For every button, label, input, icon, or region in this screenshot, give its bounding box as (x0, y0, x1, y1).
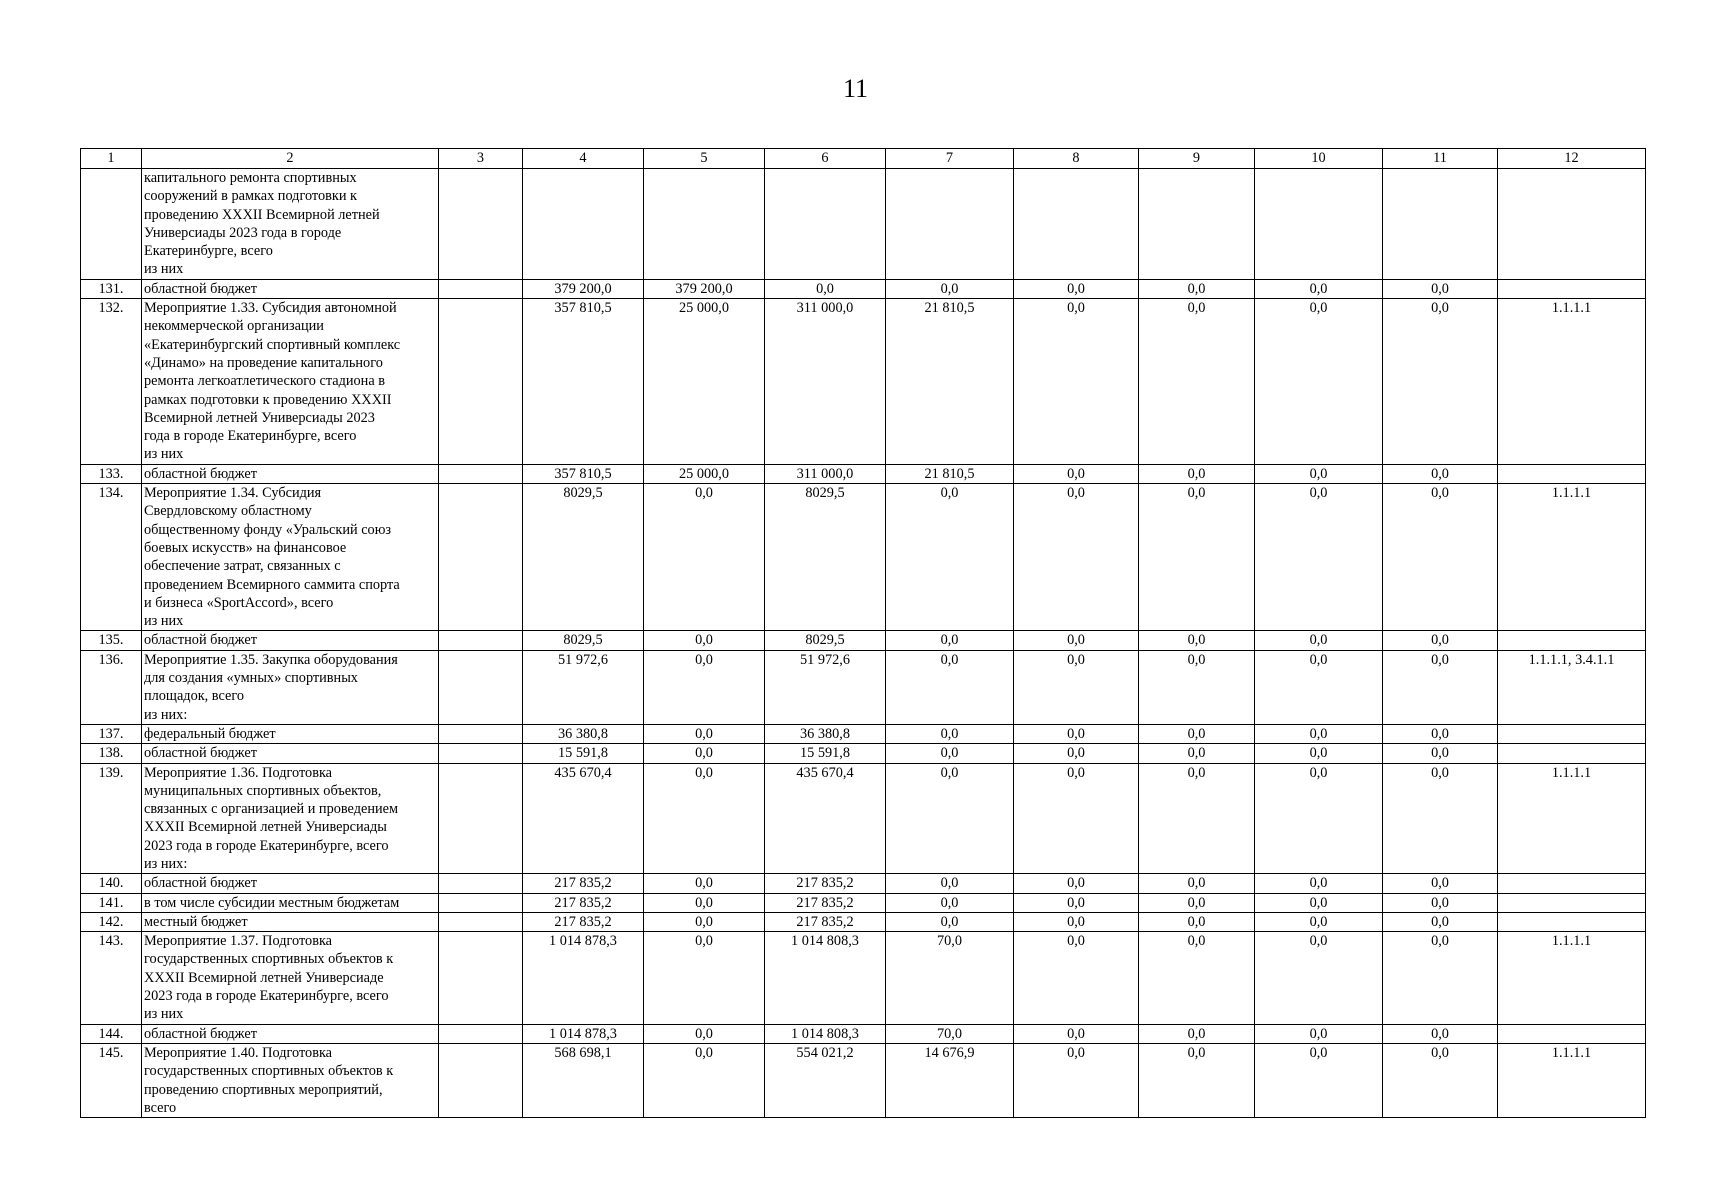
col-8-value: 0,0 (1014, 763, 1139, 874)
row-number (81, 169, 142, 280)
target-indicator-code (1498, 893, 1646, 912)
target-indicator-code (1498, 744, 1646, 763)
col-5-value: 25 000,0 (644, 299, 765, 465)
col-5-value (644, 169, 765, 280)
col-3-cell (439, 912, 523, 931)
col-5-value: 0,0 (644, 484, 765, 631)
column-header: 11 (1383, 149, 1498, 169)
col-11-value: 0,0 (1383, 650, 1498, 724)
target-indicator-code: 1.1.1.1 (1498, 484, 1646, 631)
col-8-value: 0,0 (1014, 912, 1139, 931)
col-6-value: 217 835,2 (765, 893, 886, 912)
col-5-value: 0,0 (644, 763, 765, 874)
col-5-value: 25 000,0 (644, 464, 765, 483)
col-11-value: 0,0 (1383, 631, 1498, 650)
col-3-cell (439, 893, 523, 912)
table-row (81, 464, 1646, 483)
col-9-value: 0,0 (1139, 299, 1255, 465)
col-4-value: 8029,5 (523, 484, 644, 631)
row-description: Мероприятие 1.37. Подготовка государственных спортивных объектов к XXXII Всемирной летней Универсиаде 2023 года в городе Екатеринбурге, всего из них (142, 932, 439, 1024)
column-header: 8 (1014, 149, 1139, 169)
col-8-value: 0,0 (1014, 1043, 1139, 1117)
row-description: Мероприятие 1.35. Закупка оборудования для создания «умных» спортивных площадок, всего из них: (142, 650, 439, 724)
column-header: 5 (644, 149, 765, 169)
col-11-value: 0,0 (1383, 912, 1498, 931)
column-header: 6 (765, 149, 886, 169)
col-6-value: 8029,5 (765, 484, 886, 631)
col-4-value: 1 014 878,3 (523, 932, 644, 1024)
col-10-value: 0,0 (1255, 279, 1383, 298)
col-4-value: 1 014 878,3 (523, 1024, 644, 1043)
row-number: 136. (81, 650, 142, 724)
table-row (81, 1043, 1646, 1117)
col-7-value: 70,0 (886, 1024, 1014, 1043)
col-8-value: 0,0 (1014, 299, 1139, 465)
col-4-value: 357 810,5 (523, 464, 644, 483)
col-9-value: 0,0 (1139, 932, 1255, 1024)
col-8-value: 0,0 (1014, 893, 1139, 912)
col-6-value: 311 000,0 (765, 299, 886, 465)
col-4-value: 379 200,0 (523, 279, 644, 298)
col-9-value (1139, 169, 1255, 280)
page-number: 11 (842, 74, 869, 103)
row-description: местный бюджет (142, 912, 439, 931)
target-indicator-code (1498, 1024, 1646, 1043)
row-number: 133. (81, 464, 142, 483)
col-3-cell (439, 1024, 523, 1043)
row-description: капитального ремонта спортивных сооружений в рамках подготовки к проведению XXXII Всемирной летней Универсиады 2023 года в городе Екатеринбурге, всего из них (142, 169, 439, 280)
col-5-value: 0,0 (644, 724, 765, 743)
col-11-value (1383, 169, 1498, 280)
col-10-value: 0,0 (1255, 744, 1383, 763)
table-row (81, 299, 1646, 465)
col-7-value: 21 810,5 (886, 299, 1014, 465)
col-10-value: 0,0 (1255, 893, 1383, 912)
row-number: 140. (81, 874, 142, 893)
col-7-value: 21 810,5 (886, 464, 1014, 483)
column-header: 9 (1139, 149, 1255, 169)
col-10-value: 0,0 (1255, 650, 1383, 724)
col-9-value: 0,0 (1139, 1024, 1255, 1043)
col-8-value: 0,0 (1014, 631, 1139, 650)
column-header: 4 (523, 149, 644, 169)
column-number-row (81, 149, 1646, 169)
column-header: 7 (886, 149, 1014, 169)
target-indicator-code: 1.1.1.1 (1498, 763, 1646, 874)
table-row (81, 279, 1646, 298)
table-row (81, 874, 1646, 893)
col-10-value: 0,0 (1255, 724, 1383, 743)
col-8-value: 0,0 (1014, 724, 1139, 743)
table-row (81, 893, 1646, 912)
table-row (81, 169, 1646, 280)
col-3-cell (439, 169, 523, 280)
target-indicator-code (1498, 279, 1646, 298)
table-row (81, 724, 1646, 743)
row-number: 139. (81, 763, 142, 874)
row-number: 134. (81, 484, 142, 631)
col-11-value: 0,0 (1383, 763, 1498, 874)
col-7-value: 0,0 (886, 893, 1014, 912)
col-8-value: 0,0 (1014, 932, 1139, 1024)
col-4-value (523, 169, 644, 280)
col-9-value: 0,0 (1139, 893, 1255, 912)
target-indicator-code (1498, 724, 1646, 743)
col-11-value: 0,0 (1383, 744, 1498, 763)
row-description: федеральный бюджет (142, 724, 439, 743)
col-7-value: 0,0 (886, 279, 1014, 298)
col-6-value: 311 000,0 (765, 464, 886, 483)
col-8-value: 0,0 (1014, 464, 1139, 483)
row-description: Мероприятие 1.36. Подготовка муниципальных спортивных объектов, связанных с организацией и проведением XXXII Всемирной летней Универсиады 2023 года в городе Екатеринбурге, всего из них: (142, 763, 439, 874)
target-indicator-code: 1.1.1.1, 3.4.1.1 (1498, 650, 1646, 724)
col-3-cell (439, 763, 523, 874)
target-indicator-code: 1.1.1.1 (1498, 1043, 1646, 1117)
col-7-value: 0,0 (886, 631, 1014, 650)
col-3-cell (439, 484, 523, 631)
row-description: Мероприятие 1.33. Субсидия автономной некоммерческой организации «Екатеринбургский спортивный комплекс «Динамо» на проведение капитального ремонта легкоатлетического стадиона в рамках подготовки к проведению XXXII Всемирной летней Универсиады 2023 года в городе Екатеринбурге, всего из них (142, 299, 439, 465)
target-indicator-code: 1.1.1.1 (1498, 932, 1646, 1024)
col-4-value: 15 591,8 (523, 744, 644, 763)
col-6-value: 217 835,2 (765, 874, 886, 893)
col-3-cell (439, 724, 523, 743)
column-header: 10 (1255, 149, 1383, 169)
col-4-value: 36 380,8 (523, 724, 644, 743)
col-7-value: 0,0 (886, 763, 1014, 874)
col-8-value: 0,0 (1014, 744, 1139, 763)
col-6-value: 554 021,2 (765, 1043, 886, 1117)
row-number: 131. (81, 279, 142, 298)
col-11-value: 0,0 (1383, 484, 1498, 631)
col-8-value: 0,0 (1014, 650, 1139, 724)
col-11-value: 0,0 (1383, 1043, 1498, 1117)
col-10-value: 0,0 (1255, 1024, 1383, 1043)
row-description: областной бюджет (142, 874, 439, 893)
row-description: областной бюджет (142, 744, 439, 763)
row-description: областной бюджет (142, 279, 439, 298)
row-number: 143. (81, 932, 142, 1024)
col-3-cell (439, 744, 523, 763)
table-row (81, 932, 1646, 1024)
row-number: 145. (81, 1043, 142, 1117)
col-5-value: 0,0 (644, 744, 765, 763)
col-7-value: 0,0 (886, 724, 1014, 743)
col-9-value: 0,0 (1139, 763, 1255, 874)
col-10-value: 0,0 (1255, 1043, 1383, 1117)
col-6-value (765, 169, 886, 280)
col-11-value: 0,0 (1383, 1024, 1498, 1043)
table-row (81, 484, 1646, 631)
col-5-value: 379 200,0 (644, 279, 765, 298)
col-10-value: 0,0 (1255, 631, 1383, 650)
col-7-value: 0,0 (886, 650, 1014, 724)
col-6-value: 217 835,2 (765, 912, 886, 931)
col-10-value: 0,0 (1255, 912, 1383, 931)
row-description: областной бюджет (142, 464, 439, 483)
col-7-value: 70,0 (886, 932, 1014, 1024)
row-description: Мероприятие 1.34. Субсидия Свердловскому областному общественному фонду «Уральский союз боевых искусств» на финансовое обеспечение затрат, связанных с проведением Всемирного саммита спорта и бизнеса «SportAccord», всего из них (142, 484, 439, 631)
col-6-value: 1 014 808,3 (765, 932, 886, 1024)
col-10-value: 0,0 (1255, 464, 1383, 483)
col-9-value: 0,0 (1139, 650, 1255, 724)
col-10-value: 0,0 (1255, 932, 1383, 1024)
row-description: областной бюджет (142, 1024, 439, 1043)
col-7-value: 0,0 (886, 484, 1014, 631)
col-11-value: 0,0 (1383, 932, 1498, 1024)
row-number: 142. (81, 912, 142, 931)
col-9-value: 0,0 (1139, 912, 1255, 931)
col-10-value: 0,0 (1255, 299, 1383, 465)
table-row (81, 744, 1646, 763)
col-6-value: 0,0 (765, 279, 886, 298)
column-header: 2 (142, 149, 439, 169)
col-8-value: 0,0 (1014, 1024, 1139, 1043)
col-7-value: 0,0 (886, 744, 1014, 763)
col-10-value: 0,0 (1255, 763, 1383, 874)
column-header: 1 (81, 149, 142, 169)
col-5-value: 0,0 (644, 932, 765, 1024)
col-3-cell (439, 299, 523, 465)
col-4-value: 8029,5 (523, 631, 644, 650)
col-3-cell (439, 1043, 523, 1117)
col-4-value: 217 835,2 (523, 912, 644, 931)
col-7-value: 14 676,9 (886, 1043, 1014, 1117)
col-11-value: 0,0 (1383, 874, 1498, 893)
col-9-value: 0,0 (1139, 464, 1255, 483)
col-11-value: 0,0 (1383, 893, 1498, 912)
row-description: в том числе субсидии местным бюджетам (142, 893, 439, 912)
row-number: 137. (81, 724, 142, 743)
budget-table (80, 148, 1646, 1118)
col-8-value (1014, 169, 1139, 280)
target-indicator-code (1498, 912, 1646, 931)
col-8-value: 0,0 (1014, 279, 1139, 298)
col-9-value: 0,0 (1139, 1043, 1255, 1117)
col-7-value: 0,0 (886, 874, 1014, 893)
column-header: 3 (439, 149, 523, 169)
col-6-value: 435 670,4 (765, 763, 886, 874)
col-5-value: 0,0 (644, 1024, 765, 1043)
row-number: 135. (81, 631, 142, 650)
col-6-value: 51 972,6 (765, 650, 886, 724)
col-4-value: 357 810,5 (523, 299, 644, 465)
col-9-value: 0,0 (1139, 631, 1255, 650)
col-9-value: 0,0 (1139, 279, 1255, 298)
target-indicator-code (1498, 631, 1646, 650)
col-3-cell (439, 279, 523, 298)
row-number: 138. (81, 744, 142, 763)
row-description: Мероприятие 1.40. Подготовка государственных спортивных объектов к проведению спортивных мероприятий, всего (142, 1043, 439, 1117)
row-number: 144. (81, 1024, 142, 1043)
table-row (81, 1024, 1646, 1043)
col-4-value: 217 835,2 (523, 893, 644, 912)
col-4-value: 435 670,4 (523, 763, 644, 874)
col-7-value: 0,0 (886, 912, 1014, 931)
table-row (81, 912, 1646, 931)
col-5-value: 0,0 (644, 874, 765, 893)
col-4-value: 217 835,2 (523, 874, 644, 893)
col-6-value: 8029,5 (765, 631, 886, 650)
target-indicator-code (1498, 874, 1646, 893)
table-row (81, 763, 1646, 874)
col-3-cell (439, 932, 523, 1024)
col-5-value: 0,0 (644, 893, 765, 912)
col-11-value: 0,0 (1383, 299, 1498, 465)
col-6-value: 1 014 808,3 (765, 1024, 886, 1043)
col-10-value: 0,0 (1255, 484, 1383, 631)
target-indicator-code: 1.1.1.1 (1498, 299, 1646, 465)
col-5-value: 0,0 (644, 912, 765, 931)
col-11-value: 0,0 (1383, 464, 1498, 483)
target-indicator-code (1498, 464, 1646, 483)
col-10-value (1255, 169, 1383, 280)
col-6-value: 36 380,8 (765, 724, 886, 743)
col-3-cell (439, 631, 523, 650)
col-5-value: 0,0 (644, 650, 765, 724)
col-4-value: 568 698,1 (523, 1043, 644, 1117)
col-9-value: 0,0 (1139, 724, 1255, 743)
col-8-value: 0,0 (1014, 484, 1139, 631)
col-10-value: 0,0 (1255, 874, 1383, 893)
col-6-value: 15 591,8 (765, 744, 886, 763)
table-row (81, 650, 1646, 724)
row-description: областной бюджет (142, 631, 439, 650)
col-8-value: 0,0 (1014, 874, 1139, 893)
col-5-value: 0,0 (644, 631, 765, 650)
col-3-cell (439, 464, 523, 483)
col-11-value: 0,0 (1383, 279, 1498, 298)
target-indicator-code (1498, 169, 1646, 280)
column-header: 12 (1498, 149, 1646, 169)
col-4-value: 51 972,6 (523, 650, 644, 724)
col-9-value: 0,0 (1139, 744, 1255, 763)
col-9-value: 0,0 (1139, 874, 1255, 893)
col-7-value (886, 169, 1014, 280)
col-9-value: 0,0 (1139, 484, 1255, 631)
row-number: 132. (81, 299, 142, 465)
table-row (81, 631, 1646, 650)
row-number: 141. (81, 893, 142, 912)
col-3-cell (439, 874, 523, 893)
col-5-value: 0,0 (644, 1043, 765, 1117)
col-3-cell (439, 650, 523, 724)
col-11-value: 0,0 (1383, 724, 1498, 743)
